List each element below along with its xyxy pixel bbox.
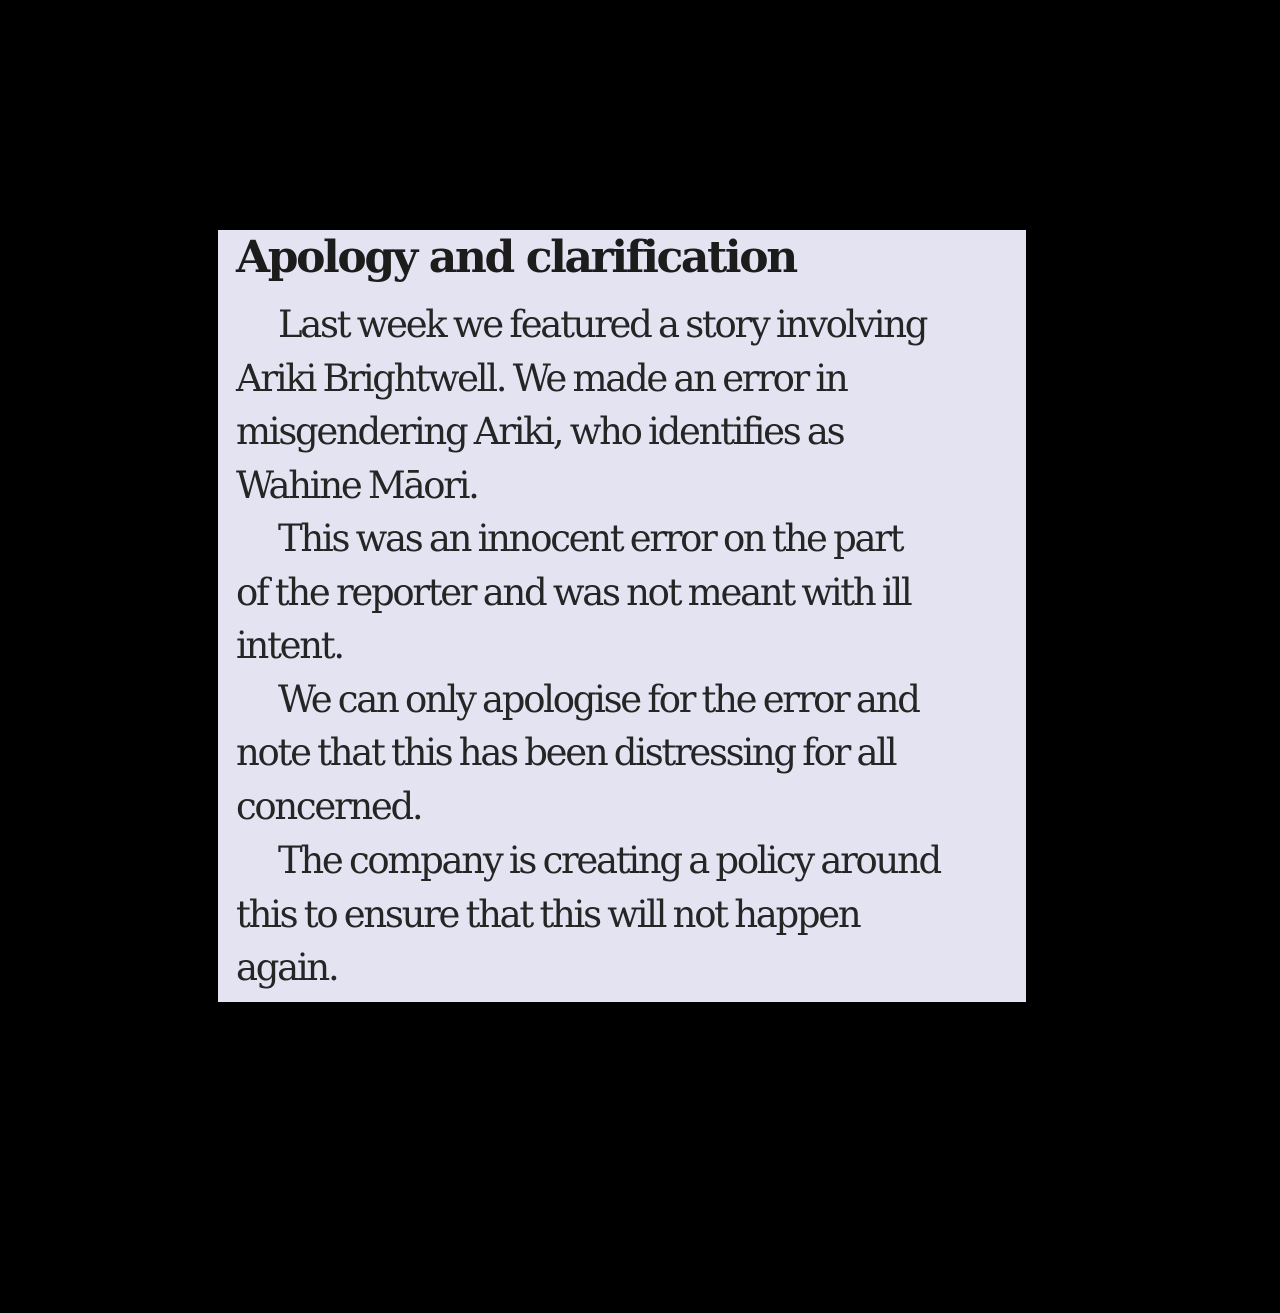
- paragraph-1-line-3: misgendering Ariki, who identifies as: [236, 410, 844, 453]
- paragraph-1-line-2: Ariki Brightwell. We made an error in: [236, 357, 847, 400]
- paragraph-1-line-4: Wahine Māori.: [236, 464, 478, 507]
- paragraph-4-line-3: again.: [236, 946, 338, 989]
- paragraph-3-line-2: note that this has been distressing for all: [236, 731, 896, 774]
- paragraph-4-line-1: The company is creating a policy around: [278, 839, 940, 882]
- paragraph-3-line-1: We can only apologise for the error and: [278, 678, 919, 721]
- newspaper-clipping: [218, 230, 1026, 1002]
- paragraph-4-line-2: this to ensure that this will not happen: [236, 893, 860, 936]
- paragraph-2-line-3: intent.: [236, 624, 343, 667]
- paragraph-2-line-1: This was an innocent error on the part: [278, 517, 903, 560]
- paragraph-2-line-2: of the reporter and was not meant with ill: [236, 571, 911, 614]
- paragraph-3-line-3: concerned.: [236, 785, 422, 828]
- headline: Apology and clarification: [236, 232, 796, 283]
- paragraph-1-line-1: Last week we featured a story involving: [278, 303, 927, 346]
